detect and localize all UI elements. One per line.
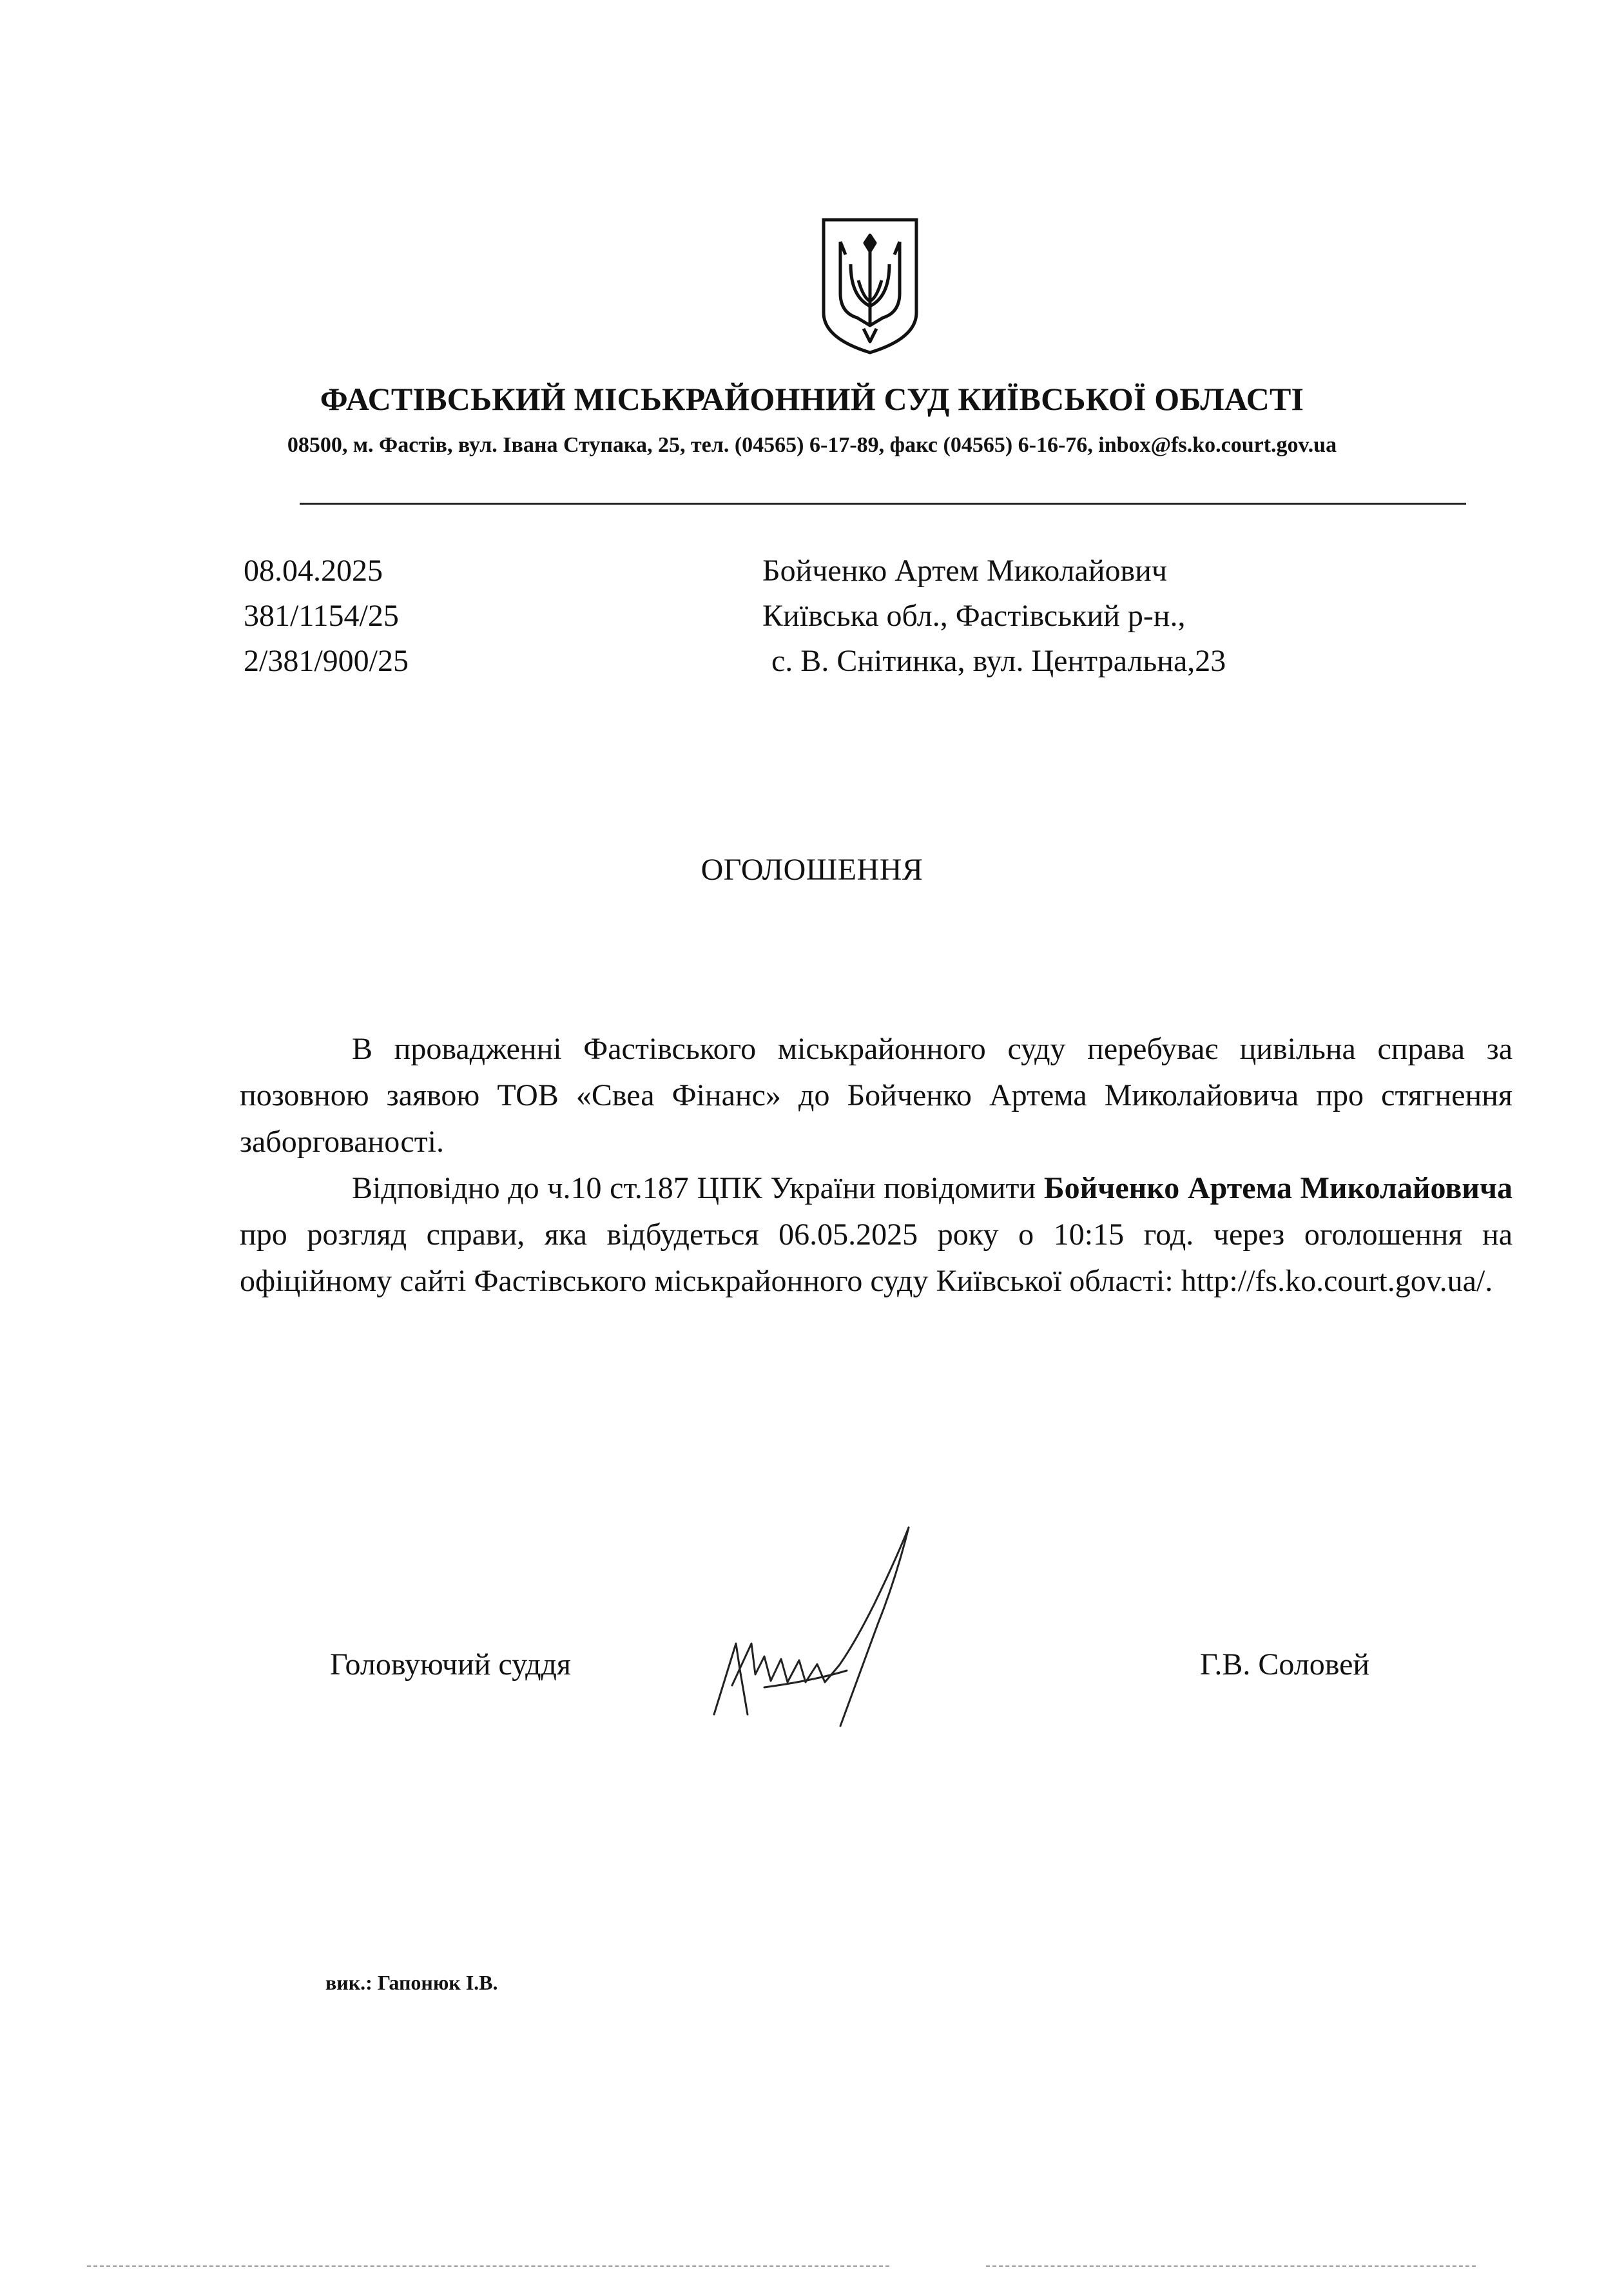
court-name: ФАСТІВСЬКИЙ МІСЬКРАЙОННИЙ СУД КИЇВСЬКОЇ ОБЛАСТІ	[320, 381, 1304, 417]
announcement-body	[240, 1026, 1513, 1304]
handwritten-signature-icon	[702, 1521, 1038, 1740]
court-contacts: 08500, м. Фастів, вул. Івана Ступака, 25, тел. (04565) 6-17-89, факс (04565) 6-16-76, inbox@fs.ko.court.gov.ua	[287, 433, 1337, 457]
recipient-name: Бойченко Артем Миколайович	[762, 554, 1168, 588]
scan-edge-line	[986, 2265, 1476, 2267]
executor-note: вик.: Гапонюк І.В.	[325, 1971, 498, 1994]
defendant-name-bold: Бойченко Артема Миколайовича	[1043, 1171, 1513, 1205]
header-divider	[300, 503, 1466, 505]
document-title: ОГОЛОШЕННЯ	[701, 853, 923, 887]
document-date: 08.04.2025	[244, 554, 383, 588]
recipient-address-line2: с. В. Снітинка, вул. Центральна,23	[771, 644, 1226, 678]
case-number: 2/381/900/25	[244, 644, 409, 678]
tryzub-emblem-icon	[818, 216, 922, 356]
recipient-address-line1: Київська обл., Фастівський р-н.,	[762, 599, 1186, 633]
body-paragraph-1: В провадженні Фастівського міськрайонного суду перебуває цивільна справа за позовною заявою ТОВ «Свеа Фінанс» до Бойченко Артема Миколайовича про стягнення заборгованості.	[240, 1032, 1513, 1159]
scan-edge-line	[87, 2265, 889, 2267]
body-paragraph-2-intro: Відповідно до ч.10 ст.187 ЦПК України повідомити	[352, 1171, 1044, 1205]
signature-role: Головуючий суддя	[330, 1647, 571, 1682]
outgoing-number: 381/1154/25	[244, 599, 399, 633]
judge-name: Г.В. Соловей	[1200, 1647, 1370, 1682]
body-paragraph-2-details: про розгляд справи, яка відбудеться 06.05.2025 року о 10:15 год. через оголошення на офіційному сайті Фастівського міськрайонного суду Київської області: http://fs.ko.court.gov.ua/.	[240, 1217, 1513, 1298]
body-paragraph-2	[240, 1165, 1513, 1304]
